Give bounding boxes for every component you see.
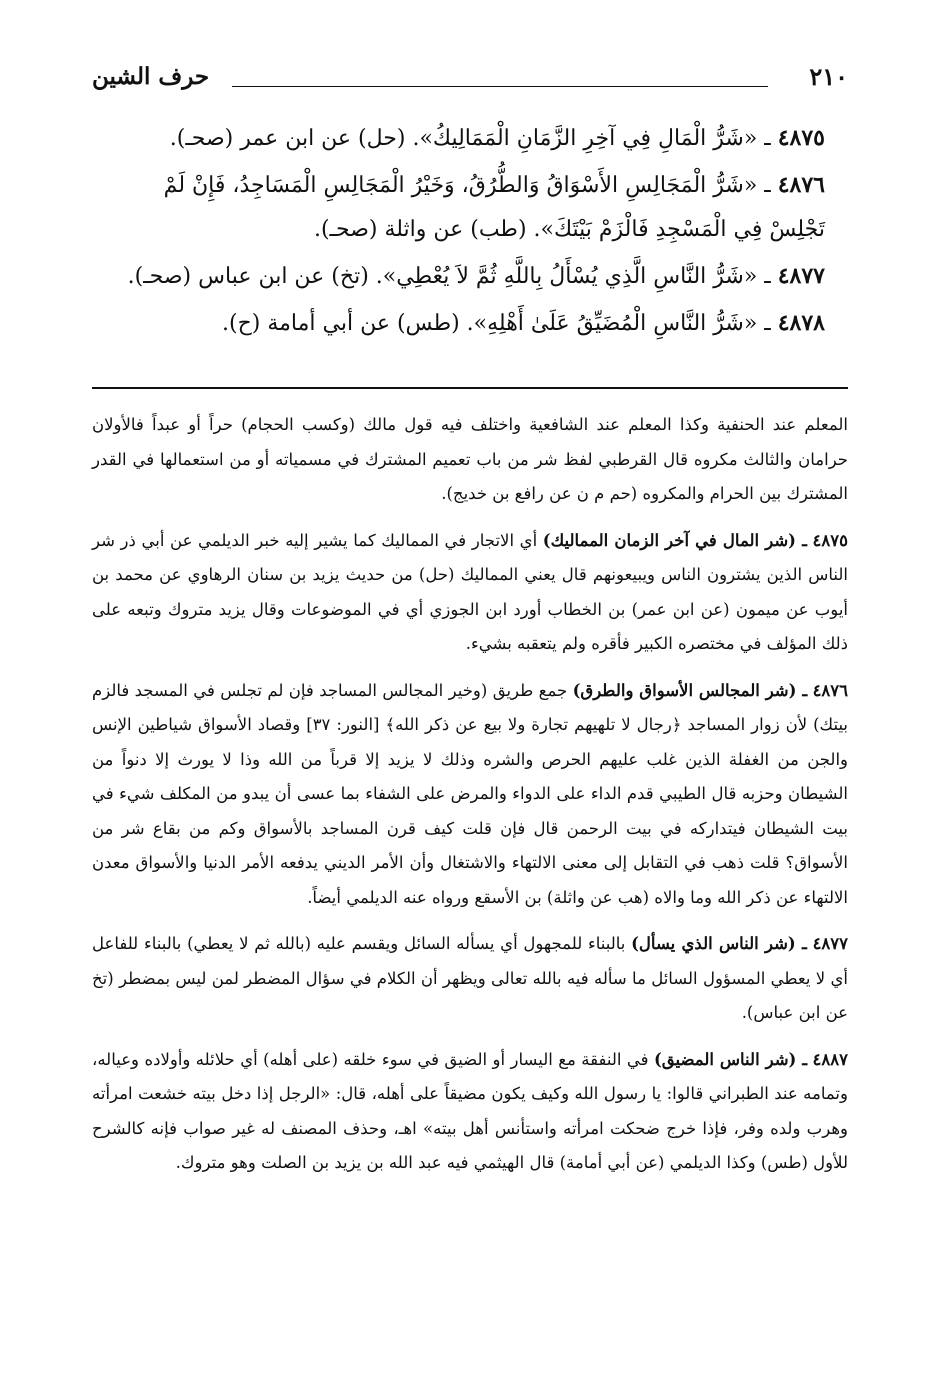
hadith-number: ٤٨٧٦	[777, 172, 825, 198]
commentary-text: في النفقة مع اليسار أو الضيق في سوء خلقه (على أهله) أي حلائله وأولاده وعياله، وتمامه عند الطبراني قالوا: يا رسول الله وكيف يكون مضيقاً على أهله، قال: «الرجل إذا دخل بيته خشعت امرأته وهرب ولده وفر، فإذا خرج ضحكت امرأته واستأنس أهل بيته» اهـ، وحذف المصنف له غير صواب فإنه كالشرح للأول (طس) وكذا الديلمي (عن أبي أمامة) قال الهيثمي فيه عبد الله بن يزيد بن الصلت وهو متروك.	[92, 1049, 848, 1172]
commentary-paragraph	[92, 1043, 848, 1181]
page-header	[92, 60, 848, 100]
commentary-number: ٤٨٧٥	[812, 530, 848, 550]
commentary-text: بالبناء للمجهول أي يسأله السائل ويقسم عليه (بالله ثم لا يعطي) بالبناء للفاعل أي لا يعطي المسؤول السائل ما سأله فيه بالله تعالى ويظهر أن الكلام في سؤال المضطر لمن ليس بمضطر (تخ عن ابن عباس).	[92, 934, 848, 1022]
hadith-entry	[120, 301, 825, 346]
commentary-head: ـ (شر الناس الذي يسأل)	[631, 934, 807, 953]
chapter-title: حرف الشين	[92, 63, 210, 90]
commentary-number: ٤٨٧٦	[812, 680, 849, 700]
commentary-text: المعلم عند الحنفية وكذا المعلم عند الشافعية واختلف فيه قول مالك (وكسب الحجام) حراً أو عبداً فالأولان حرامان والثالث مكروه قال القرطبي لفظ شر من باب تعميم المشترك في مسمياته أو من استعمالها في القدر المشترك بين الحرام والمكروه (حم م ن عن رافع بن خديج).	[92, 415, 848, 503]
hadith-text: ـ «شَرُّ الْمَجَالِسِ الأَسْوَاقُ وَالطُّرُقُ، وَخَيْرُ الْمَجَالِسِ الْمَسَاجِدُ، فَإِنْ لَمْ تَجْلِسْ فِي الْمَسْجِدِ فَالْزَمْ بَيْتَكَ». (طب) عن واثلة (صحـ).	[163, 173, 825, 242]
commentary-head: ـ (شر الناس المضيق)	[653, 1049, 808, 1069]
hadith-text: ـ «شَرُّ الْمَالِ فِي آخِرِ الزَّمَانِ الْمَمَالِيكُ». (حل) عن ابن عمر (صحـ).	[169, 126, 771, 151]
commentary-number: ٤٨٧٧	[812, 934, 849, 953]
commentary-paragraph	[92, 674, 848, 916]
hadith-entry	[120, 254, 825, 299]
hadith-entry	[120, 116, 825, 161]
commentary-section	[92, 408, 848, 1193]
hadith-text: ـ «شَرُّ النَّاسِ الَّذِي يُسْأَلُ بِاللَّهِ ثُمَّ لاَ يُعْطِي». (تخ) عن ابن عباس (صحـ).	[127, 264, 771, 289]
commentary-text: أي الاتجار في المماليك كما يشير إليه خبر الديلمي عن أبي ذر شر الناس الذين يشترون الناس ويبيعونهم قال يعني المماليك (حل) من حديث يزيد بن سنان الرهاوي عن محمد بن أيوب عن ميمون (عن ابن عمر) بن الخطاب أورد ابن الجوزي أي في الموضوعات وقال يزيد متروك وتبعه على ذلك المؤلف في مختصره الكبير فأقره ولم يتعقبه بشيء.	[92, 530, 848, 653]
commentary-paragraph	[92, 524, 848, 662]
header-rule	[232, 86, 768, 87]
hadith-number: ٤٨٧٧	[777, 263, 825, 289]
page-number: ٢١٠	[809, 62, 848, 91]
commentary-number: ٤٨٨٧	[812, 1049, 848, 1069]
commentary-paragraph	[92, 408, 848, 512]
commentary-head: ـ (شر المال في آخر الزمان المماليك)	[542, 530, 807, 550]
hadith-number: ٤٨٧٨	[777, 310, 825, 336]
hadith-number: ٤٨٧٥	[777, 125, 825, 151]
hadith-list	[120, 116, 825, 348]
hadith-text: ـ «شَرُّ النَّاسِ الْمُضَيِّقُ عَلَىٰ أَهْلِهِ». (طس) عن أبي أمامة (ح).	[222, 311, 771, 336]
commentary-text: جمع طريق (وخير المجالس المساجد فإن لم تجلس في المسجد فالزم بيتك) لأن زوار المساجد ﴿رجال لا تلهيهم تجارة ولا بيع عن ذكر الله﴾ [النور: ٣٧] وقصاد الأسواق شياطين الإنس والجن من الغفلة الذين غلب عليهم الحرص والشره وذلك لا يزيد إلا قرباً من الله وذا لا يورث إلا دنواً من الشيطان وحزبه قال الطيبي قدم الداء على الدواء والمرض على الشفاء بما عسى أن يبدو من المكلف شيء في بيت الشيطان فيتداركه في بيت الرحمن قال فإن قلت كيف قرن المساجد بالأسواق وكم من بقاع شر من الأسواق؟ قلت ذهب في التقابل إلى معنى الالتهاء والاشتغال وأن الأمر الديني يدفعه الأمر الدنيا والأسواق معدن الالتهاء عن ذكر الله وما والاه (هب عن واثلة) بن الأسقع ورواه عنه الديلمي أيضاً.	[92, 680, 849, 907]
commentary-paragraph	[92, 927, 848, 1031]
section-divider	[92, 387, 848, 389]
hadith-entry	[120, 163, 825, 252]
commentary-head: ـ (شر المجالس الأسواق والطرق)	[572, 680, 808, 700]
